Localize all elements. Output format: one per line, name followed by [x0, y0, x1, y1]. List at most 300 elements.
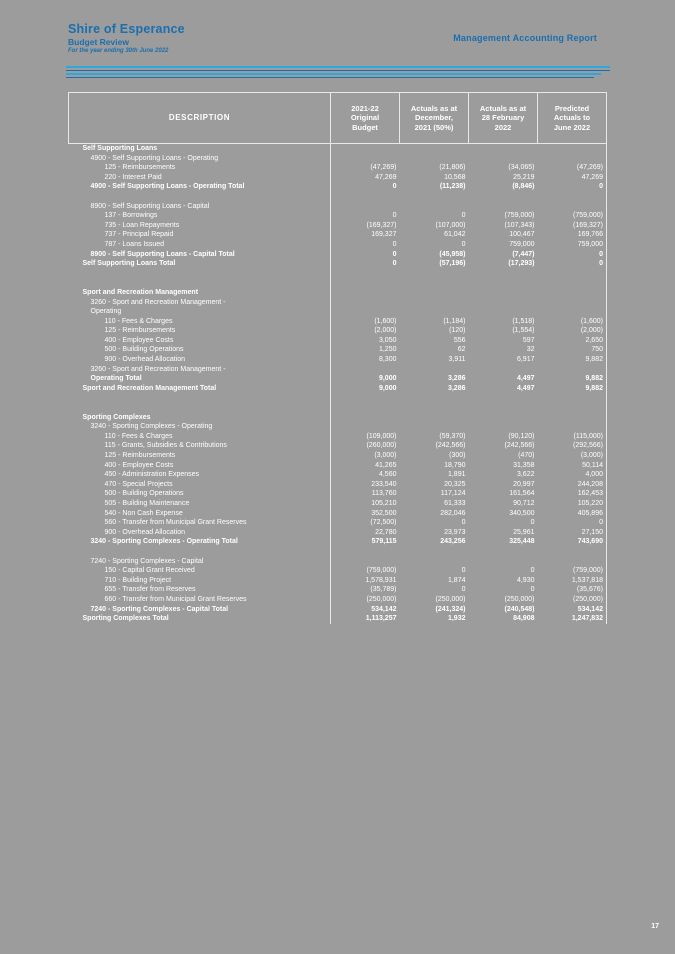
cell-original-budget: 105,210	[371, 499, 397, 507]
cell-actuals-december: 1,932	[447, 615, 466, 623]
table-row	[69, 614, 607, 624]
cell-original-budget	[331, 413, 400, 423]
table-row	[69, 432, 607, 442]
cell-predicted-actuals	[538, 269, 607, 279]
cell-original-budget	[331, 403, 400, 413]
table-row	[69, 422, 607, 432]
cell-predicted-actuals	[538, 202, 607, 212]
cell-actuals-february	[469, 557, 538, 567]
cell-actuals-december: 1,874	[447, 576, 466, 584]
cell-predicted-actuals: (1,600)	[538, 317, 607, 327]
cell-original-budget: (35,789)	[370, 586, 397, 594]
cell-actuals-december: 62	[457, 346, 466, 354]
row-label: 660 - Transfer from Municipal Grant Reserves	[69, 595, 331, 605]
cell-actuals-december: (120)	[449, 327, 466, 335]
table-row	[69, 192, 607, 202]
cell-actuals-december	[400, 298, 469, 308]
table-row	[69, 566, 607, 576]
column-header-predicted-actuals: Predicted Actuals to June 2022	[538, 93, 607, 144]
cell-predicted-actuals: 9,882	[538, 384, 607, 394]
cell-predicted-actuals: 169,766	[538, 230, 607, 240]
cell-predicted-actuals: 162,453	[538, 489, 607, 499]
row-label: Sporting Complexes Total	[69, 614, 331, 624]
cell-actuals-december	[400, 269, 469, 279]
cell-original-budget	[331, 393, 400, 403]
cell-predicted-actuals: 1,537,818	[538, 576, 607, 586]
cell-actuals-february: (107,343)	[504, 221, 535, 229]
cell-actuals-december: (11,238)	[439, 183, 466, 191]
cell-predicted-actuals: 47,269	[538, 173, 607, 183]
cell-actuals-february: (759,000)	[504, 212, 535, 220]
cell-actuals-december	[400, 393, 469, 403]
cell-actuals-february: (250,000)	[504, 595, 535, 603]
cell-actuals-december	[400, 403, 469, 413]
cell-original-budget: (109,000)	[366, 432, 397, 440]
cell-original-budget	[331, 307, 400, 317]
organisation-name: Shire of Esperance	[68, 22, 185, 36]
table-row	[69, 202, 607, 212]
cell-actuals-february: (34,065)	[508, 164, 535, 172]
cell-predicted-actuals	[538, 278, 607, 288]
cell-actuals-december	[400, 192, 469, 202]
cell-original-budget	[331, 278, 400, 288]
row-label: 7240 - Sporting Complexes - Capital	[69, 557, 331, 567]
table-row	[69, 441, 607, 451]
cell-predicted-actuals	[538, 547, 607, 557]
row-label: 400 - Employee Costs	[69, 461, 331, 471]
cell-original-budget: (1,600)	[374, 317, 397, 325]
cell-actuals-february: (17,293)	[508, 260, 535, 268]
row-label: 110 - Fees & Charges	[69, 317, 331, 327]
cell-predicted-actuals: (169,327)	[538, 221, 607, 231]
report-title: Management Accounting Report	[453, 33, 597, 43]
row-label: 500 - Building Operations	[69, 345, 331, 355]
table-row	[69, 374, 607, 384]
cell-predicted-actuals: 9,882	[538, 374, 607, 384]
cell-predicted-actuals	[538, 365, 607, 375]
cell-original-budget: 41,265	[375, 461, 397, 469]
cell-actuals-february: 3,622	[516, 471, 535, 479]
row-label: 137 - Borrowings	[69, 211, 331, 221]
cell-actuals-february	[469, 413, 538, 423]
cell-actuals-february: (8,846)	[512, 183, 535, 191]
table-row	[69, 240, 607, 250]
table-row	[69, 547, 607, 557]
table-row	[69, 182, 607, 192]
cell-actuals-february	[469, 393, 538, 403]
column-header-original-budget: 2021-22 Original Budget	[331, 93, 400, 144]
table-row	[69, 480, 607, 490]
cell-original-budget	[331, 547, 400, 557]
cell-predicted-actuals	[538, 422, 607, 432]
cell-original-budget	[331, 298, 400, 308]
row-label: Operating Total	[69, 374, 331, 384]
row-label: Sport and Recreation Management	[69, 288, 331, 298]
row-label: 505 - Building Maintenance	[69, 499, 331, 509]
table-row	[69, 259, 607, 269]
cell-actuals-february: 325,448	[509, 538, 535, 546]
row-label: 125 - Reimbursements	[69, 163, 331, 173]
cell-predicted-actuals: 244,208	[538, 480, 607, 490]
table-row	[69, 269, 607, 279]
row-label: 110 - Fees & Charges	[69, 432, 331, 442]
cell-actuals-december	[400, 557, 469, 567]
table-row	[69, 499, 607, 509]
row-label	[69, 547, 331, 557]
cell-predicted-actuals: (2,000)	[538, 326, 607, 336]
table-row	[69, 355, 607, 365]
cell-original-budget: (3,000)	[374, 452, 397, 459]
cell-predicted-actuals	[538, 192, 607, 202]
cell-actuals-february: 0	[530, 567, 535, 575]
table-row	[69, 278, 607, 288]
cell-actuals-february: 0	[530, 586, 535, 594]
table-row	[69, 163, 607, 173]
cell-predicted-actuals: 1,247,832	[538, 614, 607, 624]
cell-actuals-december: (107,000)	[435, 221, 466, 229]
cell-predicted-actuals: 27,150	[538, 528, 607, 538]
cell-original-budget: (72,500)	[370, 519, 397, 527]
row-label: 3240 - Sporting Complexes - Operating Total	[69, 537, 331, 547]
cell-original-budget: 0	[392, 212, 397, 220]
cell-actuals-december: (57,196)	[439, 260, 466, 268]
cell-actuals-december: 282,046	[440, 509, 466, 517]
column-header-description: DESCRIPTION	[69, 93, 331, 144]
row-label: 400 - Employee Costs	[69, 336, 331, 346]
table-row	[69, 576, 607, 586]
cell-actuals-february: 84,908	[513, 615, 535, 623]
row-label: 125 - Reimbursements	[69, 326, 331, 336]
cell-actuals-december: 18,790	[444, 461, 466, 469]
table-row	[69, 298, 607, 308]
row-label: 3260 - Sport and Recreation Management -	[69, 298, 331, 308]
row-label: 4900 - Self Supporting Loans - Operating	[69, 154, 331, 164]
cell-original-budget: 47,269	[375, 173, 397, 181]
row-label	[69, 269, 331, 279]
cell-predicted-actuals	[538, 298, 607, 308]
table-row	[69, 595, 607, 605]
cell-actuals-december: 10,568	[444, 173, 466, 181]
cell-actuals-december: (21,806)	[439, 164, 466, 172]
row-label: 560 - Transfer from Municipal Grant Reserves	[69, 518, 331, 528]
cell-predicted-actuals: 743,690	[538, 537, 607, 547]
cell-predicted-actuals	[538, 154, 607, 164]
cell-original-budget: 113,760	[371, 490, 397, 498]
cell-actuals-december: 556	[453, 336, 466, 344]
cell-actuals-february: 340,500	[509, 509, 535, 517]
cell-actuals-february: 32	[526, 346, 535, 354]
cell-actuals-december: (1,184)	[443, 317, 466, 325]
cell-original-budget: 3,050	[378, 336, 397, 344]
cell-actuals-december: 0	[461, 567, 466, 575]
row-label: 7240 - Sporting Complexes - Capital Total	[69, 605, 331, 615]
cell-original-budget: 1,578,931	[365, 576, 397, 584]
cell-predicted-actuals: (35,676)	[538, 585, 607, 595]
cell-predicted-actuals: (115,000)	[538, 432, 607, 442]
row-label: 150 - Capital Grant Received	[69, 566, 331, 576]
cell-actuals-february: 31,358	[513, 461, 535, 469]
column-header-actuals-february: Actuals as at 28 February 2022	[469, 93, 538, 144]
cell-original-budget: 0	[392, 260, 397, 268]
cell-actuals-february	[469, 365, 538, 375]
cell-original-budget	[331, 557, 400, 567]
cell-actuals-february	[469, 288, 538, 298]
cell-actuals-december	[400, 365, 469, 375]
cell-original-budget: (759,000)	[366, 567, 397, 575]
cell-original-budget: (169,327)	[366, 221, 397, 229]
cell-actuals-december	[400, 278, 469, 288]
row-label	[69, 403, 331, 413]
row-label: Operating	[69, 307, 331, 317]
cell-actuals-december: 20,325	[444, 480, 466, 488]
header-rule-decoration	[66, 66, 610, 78]
cell-predicted-actuals	[538, 307, 607, 317]
report-period: For the year ending 30th June 2022	[68, 48, 169, 54]
cell-predicted-actuals: 9,882	[538, 355, 607, 365]
cell-original-budget: 579,115	[371, 538, 397, 546]
row-label: 500 - Building Operations	[69, 489, 331, 499]
cell-actuals-december: 3,911	[448, 356, 466, 364]
row-label: 115 - Grants, Subsidies & Contributions	[69, 441, 331, 451]
cell-original-budget	[331, 144, 400, 154]
cell-actuals-december: 3,286	[447, 384, 466, 392]
table-row	[69, 470, 607, 480]
cell-original-budget: 534,142	[371, 605, 397, 613]
cell-predicted-actuals	[538, 413, 607, 423]
table-row	[69, 365, 607, 375]
cell-actuals-february	[469, 154, 538, 164]
cell-predicted-actuals: 4,000	[538, 470, 607, 480]
cell-actuals-february	[469, 144, 538, 154]
cell-original-budget	[331, 202, 400, 212]
cell-actuals-december: 1,891	[447, 471, 466, 479]
row-label: 737 - Principal Repaid	[69, 230, 331, 240]
table-body	[69, 144, 607, 624]
row-label: Sport and Recreation Management Total	[69, 384, 331, 394]
cell-original-budget	[331, 154, 400, 164]
cell-actuals-december: 61,333	[444, 499, 466, 507]
cell-original-budget	[331, 288, 400, 298]
row-label: 900 - Overhead Allocation	[69, 528, 331, 538]
cell-actuals-december: (250,000)	[435, 595, 466, 603]
cell-original-budget: 169,327	[371, 231, 397, 239]
table-row	[69, 288, 607, 298]
cell-actuals-december: (300)	[449, 452, 466, 459]
row-label	[69, 278, 331, 288]
cell-actuals-december	[400, 144, 469, 154]
cell-original-budget	[331, 422, 400, 432]
cell-actuals-february: (1,518)	[512, 317, 535, 325]
cell-actuals-february: (470)	[518, 452, 535, 459]
cell-predicted-actuals: (47,269)	[538, 163, 607, 173]
cell-actuals-february: (90,120)	[508, 432, 535, 440]
cell-original-budget	[331, 192, 400, 202]
table-row	[69, 317, 607, 327]
table-row	[69, 326, 607, 336]
cell-predicted-actuals: (3,000)	[538, 451, 607, 461]
cell-actuals-december	[400, 547, 469, 557]
cell-actuals-february: (7,447)	[512, 250, 535, 258]
table-row	[69, 489, 607, 499]
row-label: 3260 - Sport and Recreation Management -	[69, 365, 331, 375]
cell-predicted-actuals: (292,566)	[538, 441, 607, 451]
cell-original-budget: 233,540	[371, 480, 397, 488]
cell-actuals-december: (242,566)	[435, 442, 466, 450]
cell-actuals-february: 6,917	[516, 356, 535, 364]
table-row	[69, 393, 607, 403]
cell-predicted-actuals: 405,896	[538, 509, 607, 519]
cell-original-budget: (260,000)	[366, 442, 397, 450]
cell-actuals-february	[469, 403, 538, 413]
table-row	[69, 461, 607, 471]
table-row	[69, 518, 607, 528]
cell-actuals-february	[469, 192, 538, 202]
cell-actuals-december: 0	[461, 586, 466, 594]
cell-original-budget: 0	[392, 240, 397, 248]
cell-predicted-actuals: 534,142	[538, 605, 607, 615]
cell-predicted-actuals	[538, 403, 607, 413]
row-label: 470 - Special Projects	[69, 480, 331, 490]
cell-actuals-february: 0	[530, 519, 535, 527]
cell-original-budget: (2,000)	[374, 327, 397, 335]
cell-actuals-december: (45,958)	[439, 250, 466, 258]
cell-actuals-february: 161,564	[509, 490, 535, 498]
cell-actuals-december: 243,256	[440, 538, 466, 546]
cell-actuals-february: 90,712	[513, 499, 535, 507]
cell-actuals-december	[400, 413, 469, 423]
cell-predicted-actuals: (250,000)	[538, 595, 607, 605]
row-label: 540 - Non Cash Expense	[69, 509, 331, 519]
table-row	[69, 451, 607, 461]
table-row	[69, 509, 607, 519]
cell-predicted-actuals: 105,220	[538, 499, 607, 509]
cell-original-budget: 22,780	[375, 528, 397, 536]
row-label: 655 - Transfer from Reserves	[69, 585, 331, 595]
cell-actuals-december: (241,324)	[435, 605, 466, 613]
cell-original-budget: 0	[392, 183, 397, 191]
cell-original-budget: (47,269)	[370, 164, 397, 172]
report-subtitle: Budget Review	[68, 37, 129, 47]
cell-predicted-actuals	[538, 144, 607, 154]
cell-actuals-december: 0	[461, 212, 466, 220]
cell-actuals-february: 4,497	[516, 384, 535, 392]
cell-predicted-actuals: 750	[538, 345, 607, 355]
cell-actuals-december: 23,973	[444, 528, 466, 536]
cell-actuals-february	[469, 202, 538, 212]
cell-original-budget: 1,113,257	[365, 615, 397, 623]
cell-actuals-february	[469, 269, 538, 279]
cell-actuals-february	[469, 307, 538, 317]
table-row	[69, 173, 607, 183]
report-header	[68, 22, 185, 54]
table-row	[69, 537, 607, 547]
cell-actuals-december: 0	[461, 240, 466, 248]
cell-original-budget: 1,250	[378, 346, 397, 354]
table-row	[69, 413, 607, 423]
row-label: Self Supporting Loans	[69, 144, 331, 154]
row-label: Sporting Complexes	[69, 413, 331, 423]
cell-predicted-actuals: 0	[538, 518, 607, 528]
cell-predicted-actuals: (759,000)	[538, 566, 607, 576]
table-row	[69, 345, 607, 355]
cell-original-budget: 352,500	[371, 509, 397, 517]
cell-actuals-february	[469, 547, 538, 557]
cell-predicted-actuals: 2,650	[538, 336, 607, 346]
table-row	[69, 557, 607, 567]
row-label: 787 - Loans Issued	[69, 240, 331, 250]
row-label: 8900 - Self Supporting Loans - Capital	[69, 202, 331, 212]
cell-original-budget: 4,560	[378, 471, 397, 479]
cell-actuals-december: 3,286	[447, 375, 466, 383]
cell-actuals-february: 4,497	[516, 375, 535, 383]
table-row	[69, 336, 607, 346]
cell-predicted-actuals	[538, 288, 607, 298]
cell-actuals-february: 20,997	[513, 480, 535, 488]
cell-actuals-december: 61,042	[444, 231, 466, 239]
row-label: 4900 - Self Supporting Loans - Operating Total	[69, 182, 331, 192]
table-header-row	[69, 93, 607, 144]
cell-original-budget: 0	[392, 250, 397, 258]
cell-predicted-actuals: 0	[538, 259, 607, 269]
table-row	[69, 403, 607, 413]
table-row	[69, 307, 607, 317]
table-row	[69, 154, 607, 164]
cell-actuals-december	[400, 422, 469, 432]
cell-predicted-actuals: 0	[538, 182, 607, 192]
cell-original-budget	[331, 269, 400, 279]
cell-actuals-february: 25,219	[513, 173, 535, 181]
cell-original-budget: 8,300	[378, 356, 397, 364]
table-row	[69, 384, 607, 394]
table-row	[69, 230, 607, 240]
row-label: 125 - Reimbursements	[69, 451, 331, 461]
cell-actuals-december	[400, 288, 469, 298]
table-row	[69, 605, 607, 615]
cell-actuals-february	[469, 422, 538, 432]
row-label: 450 - Administration Expenses	[69, 470, 331, 480]
cell-actuals-february: (242,566)	[504, 442, 535, 450]
cell-actuals-february	[469, 278, 538, 288]
cell-actuals-february: 4,930	[516, 576, 535, 584]
cell-actuals-february: 597	[522, 336, 535, 344]
cell-actuals-december: (59,370)	[439, 432, 466, 440]
cell-actuals-december	[400, 202, 469, 212]
cell-actuals-december	[400, 154, 469, 164]
row-label: 710 - Building Project	[69, 576, 331, 586]
cell-predicted-actuals	[538, 557, 607, 567]
cell-predicted-actuals: (759,000)	[538, 211, 607, 221]
cell-predicted-actuals: 50,114	[538, 461, 607, 471]
cell-actuals-february: 759,000	[509, 240, 535, 248]
financial-table	[68, 92, 606, 624]
cell-original-budget	[331, 365, 400, 375]
cell-actuals-december: 0	[461, 519, 466, 527]
cell-actuals-december	[400, 307, 469, 317]
row-label: 900 - Overhead Allocation	[69, 355, 331, 365]
row-label: 220 - Interest Paid	[69, 173, 331, 183]
column-header-actuals-december: Actuals as at December, 2021 (50%)	[400, 93, 469, 144]
table-row	[69, 144, 607, 154]
table-row	[69, 211, 607, 221]
row-label	[69, 192, 331, 202]
table-row	[69, 528, 607, 538]
row-label	[69, 393, 331, 403]
row-label: Self Supporting Loans Total	[69, 259, 331, 269]
page-number: 17	[651, 923, 659, 930]
table-row	[69, 585, 607, 595]
row-label: 8900 - Self Supporting Loans - Capital Total	[69, 250, 331, 260]
cell-actuals-february: (240,548)	[504, 605, 535, 613]
